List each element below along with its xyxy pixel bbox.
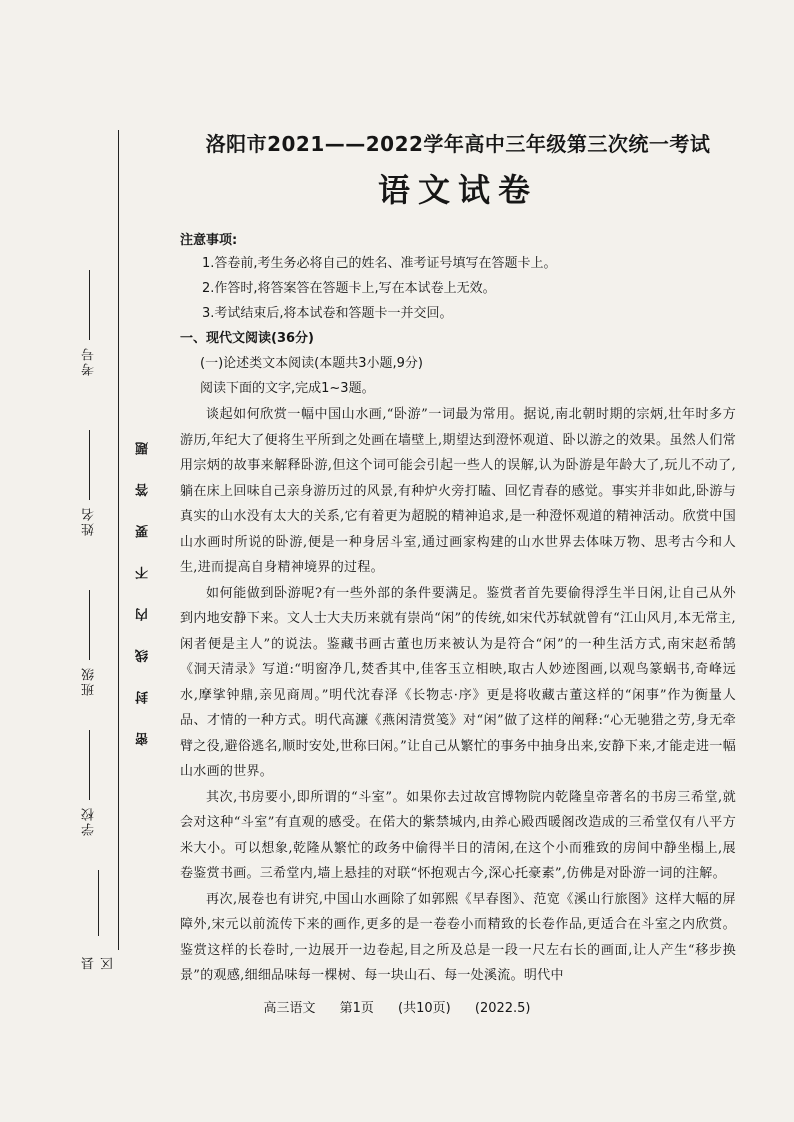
footer-subject: 高三语文 <box>263 1001 316 1016</box>
notice-heading: 注意事项: <box>180 233 238 248</box>
footer-total: (共10页) <box>398 1001 451 1016</box>
passage-paragraph: 其次,书房要小,即所谓的“斗室”。如果你去过故宫博物院内乾隆皇帝著名的书房三希堂,就会对这种“斗室”有直观的感受。在偌大的紫禁城内,由养心殿西暖阁改造成的三希堂仅有八平方米大小。可以想象,乾隆从繁忙的政务中偷得半日的清闲,在这个小而雅致的房间中静坐榻上,展卷鉴赏书画。三希堂内,墙上悬挂的对联“怀抱观古今,深心托豪素”,仿佛是对卧游一词的注解。 <box>180 789 736 881</box>
school-label: 学校 <box>82 806 97 836</box>
page-footer <box>0 997 794 1016</box>
exam-no-blank <box>89 270 90 340</box>
seal-notice: 密 封 线 内 不 要 答 题 <box>136 430 151 746</box>
subsection-heading: (一)论述类文本阅读(本题共3小题,9分) <box>200 356 423 371</box>
exam-title: 洛阳市2021——2022学年高中三年级第三次统一考试 <box>205 132 711 156</box>
exam-content <box>180 128 736 989</box>
school-field <box>80 730 99 836</box>
binding-margin <box>60 130 160 970</box>
subject-title: 语文试卷 <box>377 171 538 209</box>
passage-paragraph: 再次,展卷也有讲究,中国山水画除了如郭熙《早春图》、范宽《溪山行旅图》这样大幅的屏障外,宋元以前流传下来的画作,更多的是一卷卷小而精致的长卷作品,更适合在斗室之内欣赏。鉴赏这样的长卷时,一边展开一边卷起,目之所及总是一段一尺左右长的画面,让人产生“移步换景”的观感,细细品味每一棵树、每一块山石、每一处溪流。明代中 <box>180 891 736 983</box>
footer-date: (2022.5) <box>474 1001 531 1016</box>
exam-no-label: 考号 <box>82 346 97 376</box>
section-heading: 一、现代文阅读(36分) <box>180 331 314 346</box>
passage-paragraph: 谈起如何欣赏一幅中国山水画,“卧游”一词最为常用。据说,南北朝时期的宗炳,壮年时多方游历,年纪大了便将生平所到之处画在墙壁上,期望达到澄怀观道、卧以游之的效果。虽然人们常用宗炳的故事来解释卧游,但这个词可能会引起一些人的误解,认为卧游是年龄大了,玩儿不动了,躺在床上回味自己亲身游历过的风景,有种炉火旁打瞌、回忆青春的感觉。事实并非如此,卧游与真实的山水没有太大的关系,它有着更为超脱的精神追求,是一种澄怀观道的精神活动。欣赏中国山水画时所说的卧游,便是一种身居斗室,通过画家构建的山水世界去体味万物、思考古今和人生,进而提高自身精神境界的过程。 <box>180 407 736 575</box>
class-blank <box>89 590 90 660</box>
reading-instruction: 阅读下面的文字,完成1~3题。 <box>200 381 375 396</box>
name-blank <box>89 430 90 500</box>
name-field <box>80 430 99 536</box>
passage-paragraph: 如何能做到卧游呢?有一些外部的条件要满足。鉴赏者首先要偷得浮生半日闲,让自己从外到内地安静下来。文人士大夫历来就有崇尚“闲”的传统,如宋代苏轼就曾有“江山风月,本无常主,闲者便是主人”的说法。鉴藏书画古董也历来被认为是符合“闲”的一种生活方式,南宋赵希鹄《洞天清录》写道:“明窗净几,焚香其中,佳客玉立相映,取古人妙迹图画,以观鸟篆蜗书,奇峰远水,摩挲钟鼎,亲见商周。”明代沈春泽《长物志·序》更是将收藏古董这样的“闲事”作为衡量人品、才情的一种方式。明代高濂《燕闲清赏笺》对“闲”做了这样的阐释:“心无驰猎之劳,身无牵臂之役,避俗逃名,顺时安处,世称曰闲。”让自己从繁忙的事务中抽身出来,安静下来,才能走进一幅山水画的世界。 <box>180 585 737 779</box>
footer-page: 第1页 <box>339 1001 374 1016</box>
name-label: 姓名 <box>82 506 97 536</box>
district-label: 县区 <box>82 955 116 970</box>
notice-item: 1.答卷前,考生务必将自己的姓名、准考证号填写在答题卡上。 <box>202 256 557 271</box>
school-blank <box>89 730 90 800</box>
class-field <box>80 590 99 696</box>
exam-no-field <box>80 270 99 376</box>
district-blank <box>99 870 100 936</box>
class-label: 班级 <box>82 666 97 696</box>
notice-item: 2.作答时,将答案答在答题卡上,写在本试卷上无效。 <box>202 281 496 296</box>
district-field <box>80 870 118 970</box>
notice-item: 3.考试结束后,将本试卷和答题卡一并交回。 <box>202 306 453 321</box>
seal-line <box>118 130 119 950</box>
